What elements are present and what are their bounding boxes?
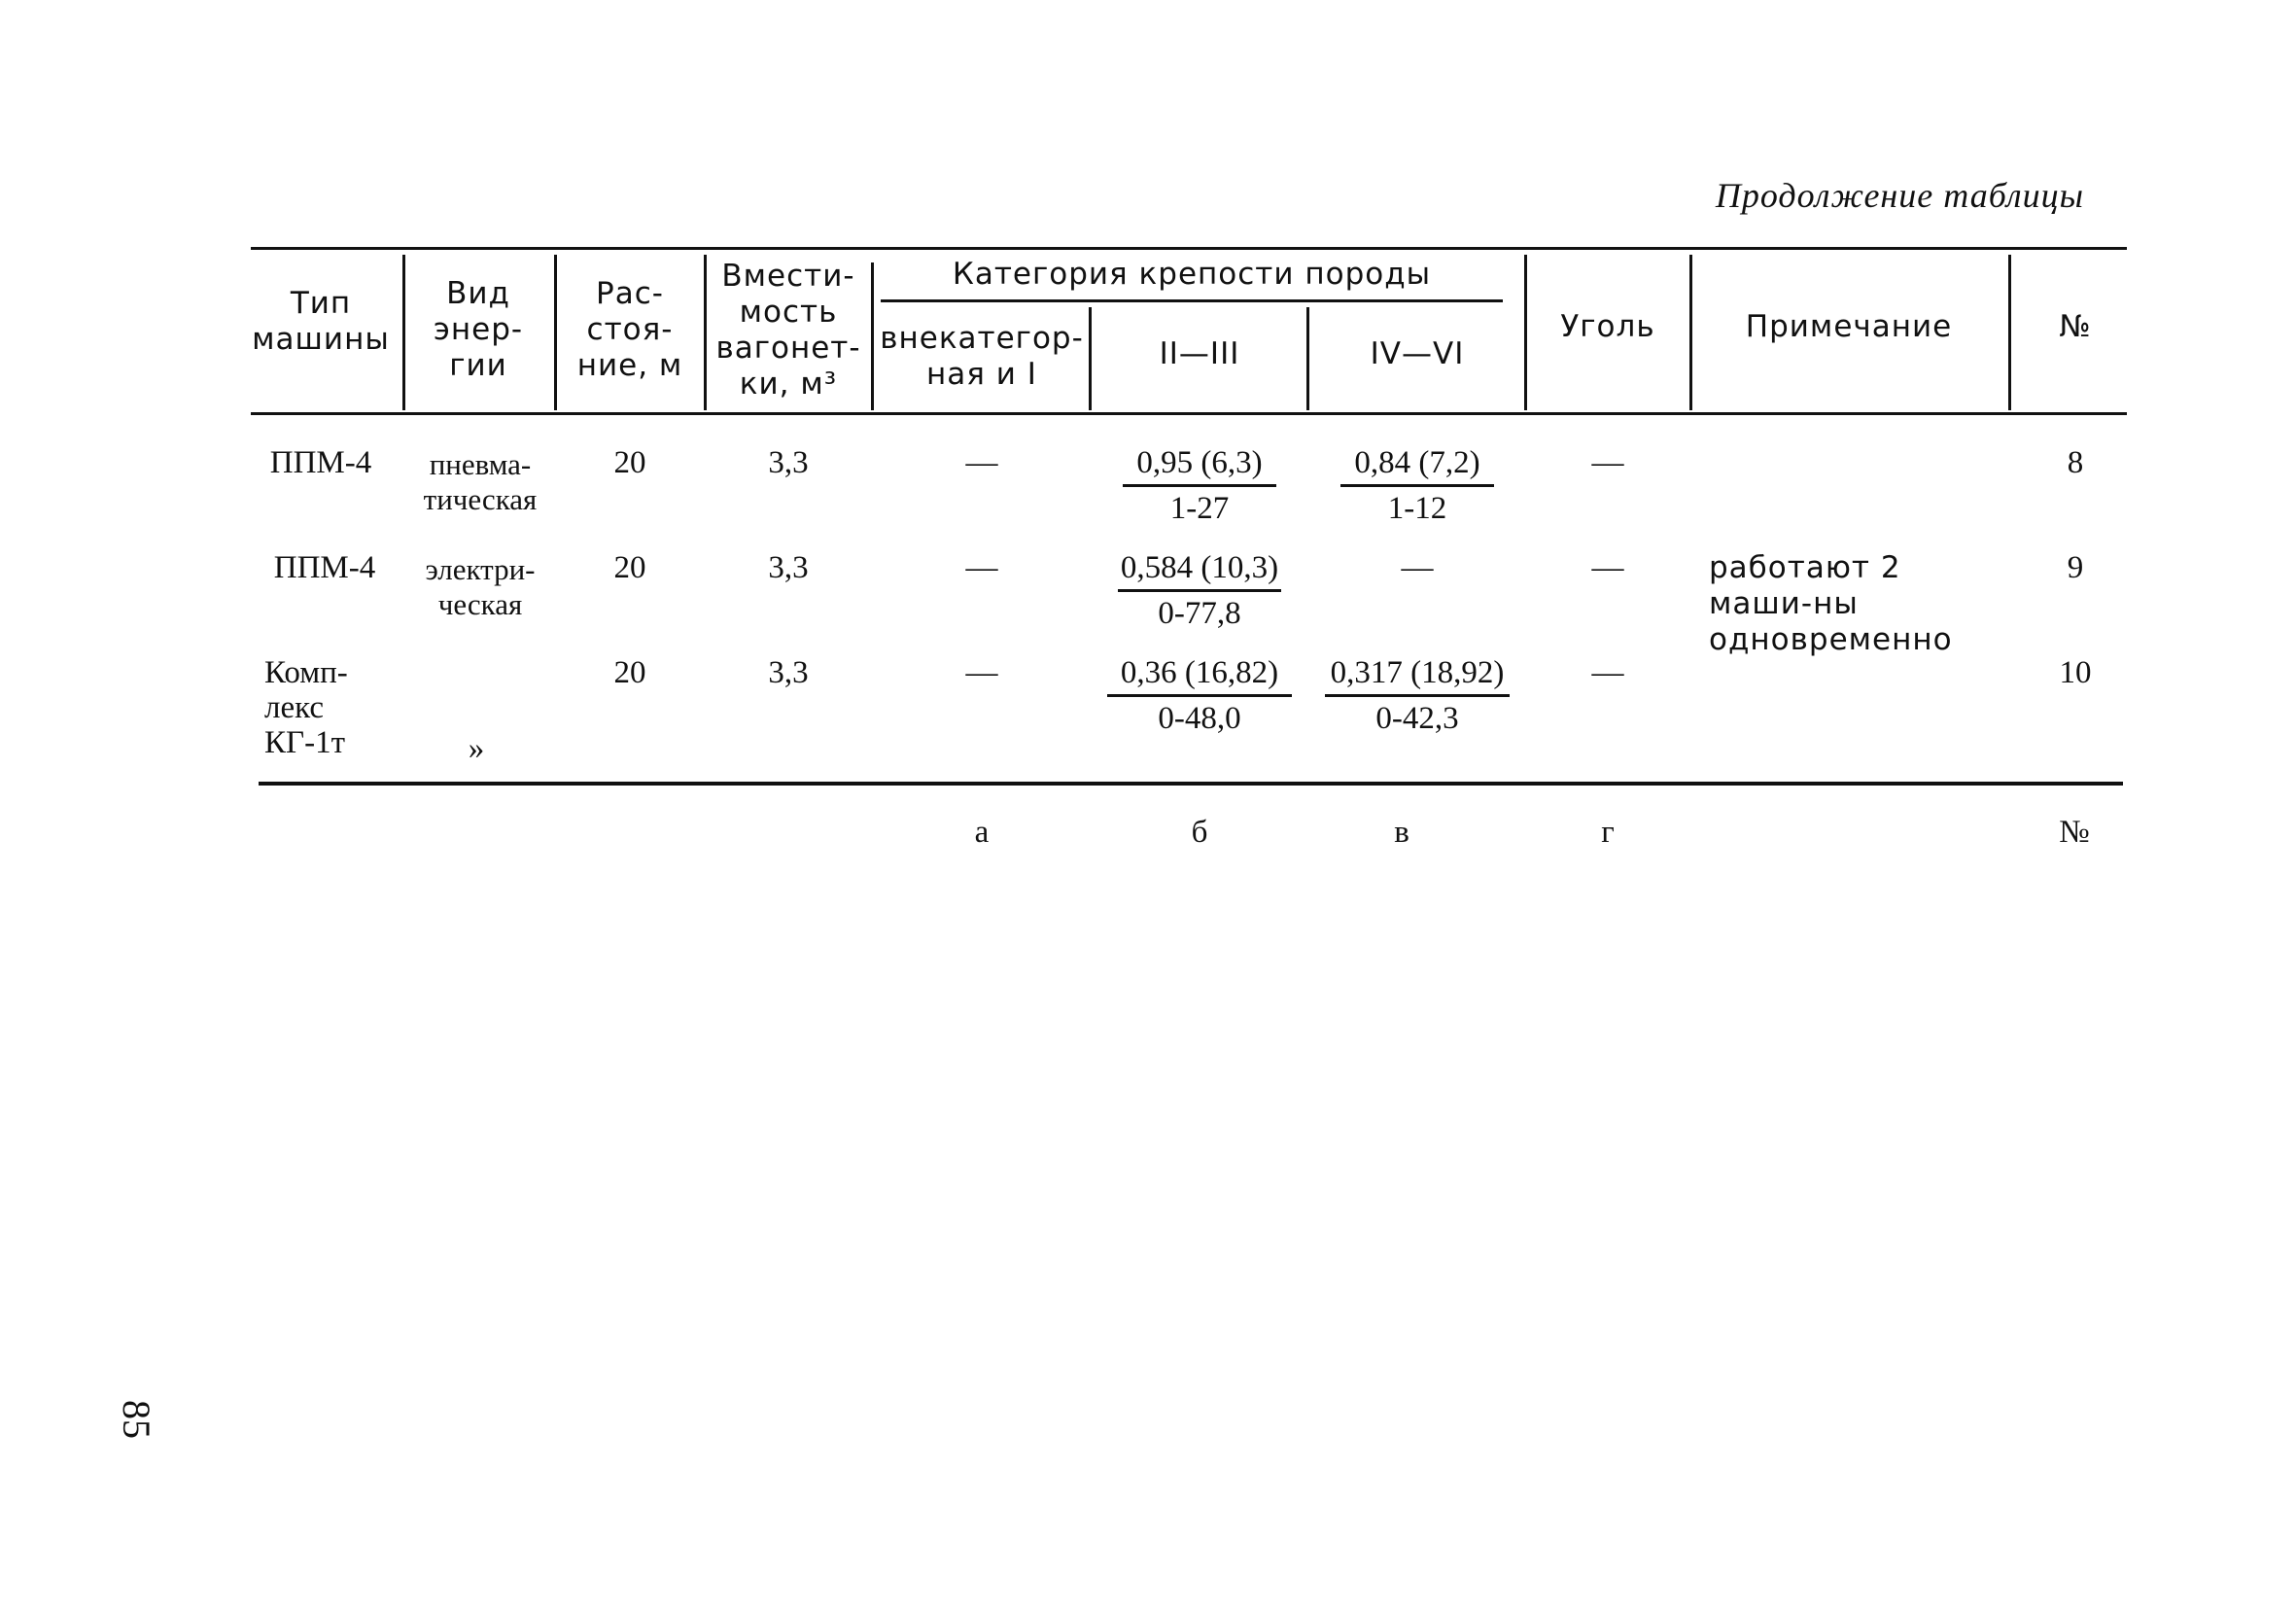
cell-cat-low: — — [965, 550, 998, 585]
fraction-numerator: 0,36 (16,82) — [1120, 655, 1279, 690]
fraction-denominator: 0-42,3 — [1375, 701, 1459, 736]
table-caption: Продолжение таблицы — [1715, 176, 2084, 215]
col-sep — [2008, 255, 2011, 410]
fraction-bar — [1107, 694, 1292, 697]
cell-coal: — — [1591, 655, 1624, 690]
cell-type: ППМ-4 — [269, 445, 372, 480]
fraction-cat-high — [1310, 653, 1524, 738]
table-bottom-rule — [259, 782, 2123, 786]
category-group-rule — [881, 299, 1503, 302]
col-sep — [1089, 307, 1092, 410]
cell-energy: » — [468, 731, 485, 766]
col-sep — [704, 255, 707, 410]
col-sep — [871, 262, 874, 410]
cell-type: Комп-лекс КГ-1т — [264, 655, 348, 760]
footer-label-c: в — [1394, 815, 1409, 850]
cell-cat-high: — — [1401, 550, 1434, 585]
cell-energy: электри-ческая — [425, 552, 536, 621]
header-type: Тип машины — [252, 286, 390, 357]
cell-note: работают 2 маши-ны одновременно — [1709, 550, 1953, 657]
footer-label-d: г — [1601, 815, 1615, 850]
header-note: Примечание — [1745, 309, 1953, 344]
footer-label-b: б — [1191, 815, 1208, 850]
header-coal: Уголь — [1560, 309, 1655, 344]
fraction-bar — [1123, 484, 1276, 487]
fraction-denominator: 1-12 — [1387, 491, 1447, 526]
fraction-numerator: 0,95 (6,3) — [1136, 445, 1263, 480]
cell-capacity: 3,3 — [768, 445, 809, 480]
col-sep — [1524, 255, 1527, 410]
fraction-bar — [1118, 589, 1281, 592]
cell-coal: — — [1591, 445, 1624, 480]
col-sep — [1306, 307, 1309, 410]
header-distance: Рас-стоя-ние, м — [576, 276, 683, 383]
cell-type: ППМ-4 — [273, 550, 376, 585]
header-category-group: Категория крепости породы — [952, 257, 1432, 292]
cell-cat-low: — — [965, 445, 998, 480]
fraction-numerator: 0,317 (18,92) — [1330, 655, 1505, 690]
page-number: 85 — [115, 1400, 158, 1439]
header-cat-mid: II—III — [1159, 336, 1240, 371]
fraction-numerator: 0,584 (10,3) — [1120, 550, 1279, 585]
footer-label-a: а — [974, 815, 990, 850]
fraction-cat-mid — [1093, 653, 1306, 738]
cell-num: 8 — [2067, 445, 2084, 480]
fraction-denominator: 0-48,0 — [1158, 701, 1241, 736]
col-sep — [1689, 255, 1692, 410]
cell-cat-low: — — [965, 655, 998, 690]
fraction-denominator: 0-77,8 — [1158, 596, 1241, 631]
cell-energy: пневма-тическая — [423, 447, 538, 516]
header-num: № — [2059, 309, 2092, 344]
fraction-cat-high — [1310, 443, 1524, 528]
cell-num: 10 — [2059, 655, 2092, 690]
cell-coal: — — [1591, 550, 1624, 585]
cell-num: 9 — [2067, 550, 2084, 585]
cell-distance: 20 — [613, 550, 646, 585]
top-rule — [251, 247, 2127, 250]
header-capacity: Вмести-мость вагонет-ки, м³ — [715, 259, 861, 402]
header-cat-high: IV—VI — [1370, 336, 1465, 371]
footer-label-num: № — [2059, 815, 2090, 850]
fraction-denominator: 1-27 — [1169, 491, 1230, 526]
header-cat-low: внекатегор-ная и I — [880, 321, 1084, 392]
cell-capacity: 3,3 — [768, 550, 809, 585]
fraction-cat-mid — [1093, 443, 1306, 528]
fraction-numerator: 0,84 (7,2) — [1354, 445, 1480, 480]
cell-distance: 20 — [613, 655, 646, 690]
cell-capacity: 3,3 — [768, 655, 809, 690]
cell-distance: 20 — [613, 445, 646, 480]
header-energy: Вид энер-гии — [433, 276, 524, 383]
header-bottom-rule — [251, 412, 2127, 415]
col-sep — [402, 255, 405, 410]
fraction-bar — [1325, 694, 1510, 697]
col-sep — [554, 255, 557, 410]
fraction-bar — [1340, 484, 1494, 487]
fraction-cat-mid — [1093, 548, 1306, 633]
